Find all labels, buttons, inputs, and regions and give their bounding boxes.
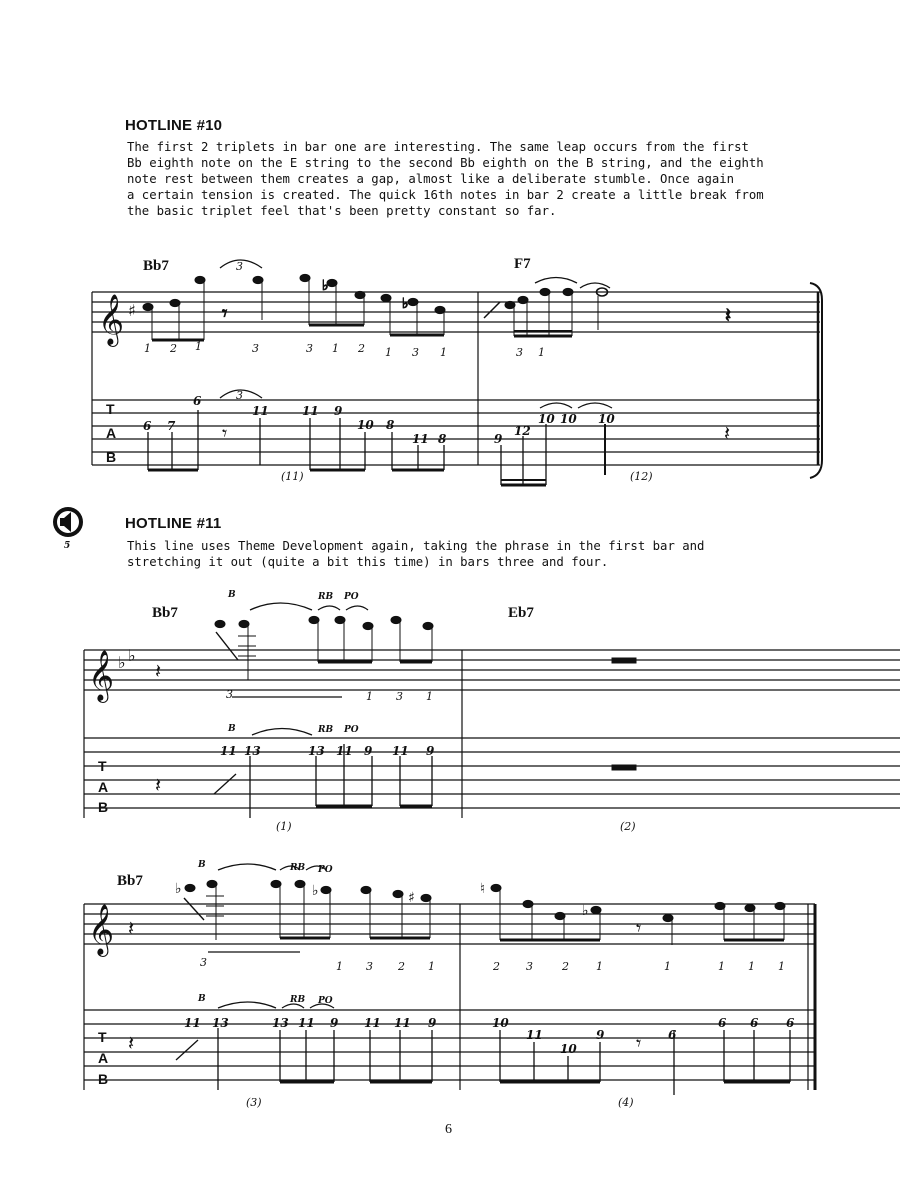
tab-number: 13 — [212, 1016, 229, 1030]
svg-text:𝄾: 𝄾 — [222, 421, 228, 445]
hotline-10-paragraph: The first 2 triplets in bar one are interesting. The same leap occurs from the first Bb eighth note on the E string to the second Bb eighth on the B string, and the eighth note rest between them creates a gap, almost like a deliberate stumble. Once again a certain tension is created. The quick 16th notes in bar 2 create a little break from the basic triplet feel that's been pretty constant so far. — [127, 140, 764, 218]
tab-number: 10 — [560, 1042, 577, 1056]
tab-number: 9 — [334, 404, 343, 418]
svg-text:3: 3 — [236, 389, 243, 402]
bar-number: (11) — [281, 470, 304, 483]
bend-label: PO — [318, 996, 333, 1006]
fingering: 1 — [428, 960, 435, 973]
fingering: 3 — [306, 342, 313, 355]
hotline-10-title: HOTLINE #10 — [125, 117, 223, 134]
svg-text:B: B — [98, 1071, 109, 1087]
bend-label: RB — [290, 995, 306, 1005]
tab-number: 11 — [392, 744, 409, 758]
svg-text:A: A — [98, 779, 109, 795]
svg-text:𝄾: 𝄾 — [222, 301, 228, 325]
fingering: 1 — [538, 346, 545, 359]
svg-text:𝄞: 𝄞 — [88, 650, 115, 701]
bend-label: B — [198, 860, 206, 870]
bend-label: RB — [318, 592, 334, 602]
fingering: 1 — [426, 690, 433, 703]
tab-number: 12 — [514, 424, 531, 438]
tab-number: 13 — [244, 744, 261, 758]
bend-label: PO — [344, 725, 359, 735]
svg-text:♭: ♭ — [322, 278, 329, 294]
bend-label: B — [228, 724, 236, 734]
tab-number: 11 — [220, 744, 237, 758]
svg-text:𝄽: 𝄽 — [128, 1031, 135, 1055]
tab-number: 6 — [143, 419, 152, 433]
track-number: 5 — [64, 541, 71, 551]
svg-text:3: 3 — [236, 260, 243, 273]
fingering: 1 — [366, 690, 373, 703]
svg-text:𝄞: 𝄞 — [88, 904, 115, 955]
tab-number: 6 — [668, 1028, 677, 1042]
svg-text:𝄽: 𝄽 — [155, 773, 162, 797]
hotline-11-title: HOTLINE #11 — [125, 515, 222, 532]
tab-number: 9 — [330, 1016, 339, 1030]
fingering: 1 — [748, 960, 755, 973]
tab-number: 13 — [308, 744, 325, 758]
svg-text:♮: ♮ — [480, 881, 486, 897]
speaker-icon — [53, 507, 83, 537]
tab-number: 11 — [184, 1016, 201, 1030]
tab-number: 6 — [718, 1016, 727, 1030]
chord-label: Eb7 — [508, 605, 534, 621]
page-number: 6 — [445, 1122, 452, 1137]
tab-number: 11 — [526, 1028, 543, 1042]
bend-label: B — [228, 590, 236, 600]
tab-number: 9 — [596, 1028, 605, 1042]
svg-text:T: T — [98, 758, 107, 774]
svg-text:♭: ♭ — [312, 883, 319, 899]
tab-number: 10 — [357, 418, 374, 432]
fingering: 1 — [778, 960, 785, 973]
fingering: 3 — [412, 346, 419, 359]
tab-number: 13 — [272, 1016, 289, 1030]
svg-text:𝄾: 𝄾 — [636, 916, 642, 940]
fingering: 3 — [516, 346, 523, 359]
fingering: 3 — [526, 960, 533, 973]
svg-text:𝄽: 𝄽 — [155, 659, 162, 683]
bend-label: PO — [318, 865, 333, 875]
tab-number: 8 — [386, 418, 395, 432]
bend-label: RB — [318, 725, 334, 735]
treble-clef-icon: 𝄞 — [98, 294, 125, 345]
tab-number: 6 — [750, 1016, 759, 1030]
tab-number: 11 — [412, 432, 429, 446]
tab-number: 9 — [494, 432, 503, 446]
bend-label: RB — [290, 863, 306, 873]
tab-number: 11 — [298, 1016, 315, 1030]
svg-text:B: B — [98, 799, 109, 815]
fingering: 1 — [596, 960, 603, 973]
fingering: 3 — [226, 688, 233, 701]
tab-number: 11 — [302, 404, 319, 418]
svg-text:♭: ♭ — [582, 903, 589, 919]
svg-text:T: T — [98, 1029, 107, 1045]
bar-number: (1) — [276, 820, 292, 833]
tab-number: 11 — [336, 744, 353, 758]
fingering: 2 — [562, 960, 569, 973]
svg-text:𝄾: 𝄾 — [636, 1031, 642, 1055]
fingering: 2 — [358, 342, 365, 355]
tab-number: 11 — [394, 1016, 411, 1030]
svg-text:A: A — [98, 1050, 109, 1066]
fingering: 2 — [170, 342, 177, 355]
svg-text:♭: ♭ — [402, 296, 409, 312]
chord-label: Bb7 — [152, 605, 178, 621]
tab-number: 9 — [426, 744, 435, 758]
svg-text:♭: ♭ — [118, 653, 126, 672]
tab-number: 9 — [364, 744, 373, 758]
fingering: 1 — [664, 960, 671, 973]
chord-label: Bb7 — [117, 873, 143, 889]
chord-label: Bb7 — [143, 258, 169, 274]
fingering: 3 — [396, 690, 403, 703]
svg-text:A: A — [106, 425, 117, 441]
fingering: 1 — [195, 340, 202, 353]
tab-number: 11 — [364, 1016, 381, 1030]
fingering: 1 — [336, 960, 343, 973]
tab-number: 10 — [492, 1016, 509, 1030]
fingering: 1 — [718, 960, 725, 973]
tab-number: 6 — [193, 394, 202, 408]
svg-text:♭: ♭ — [128, 646, 136, 665]
fingering: 2 — [493, 960, 500, 973]
bend-label: B — [198, 994, 206, 1004]
tab-number: 11 — [252, 404, 269, 418]
svg-text:𝄽: 𝄽 — [725, 303, 732, 327]
fingering: 3 — [252, 342, 259, 355]
fingering: 1 — [332, 342, 339, 355]
svg-text:♯: ♯ — [128, 301, 136, 320]
tab-number: 6 — [786, 1016, 795, 1030]
fingering: 2 — [398, 960, 405, 973]
bend-label: PO — [344, 592, 359, 602]
hotline-11-paragraph: This line uses Theme Development again, taking the phrase in the first bar and stretching it out (quite a bit this time) in bars three and four. — [127, 539, 705, 569]
bar-number: (12) — [630, 470, 653, 483]
tab-number: 8 — [438, 432, 447, 446]
bar-number: (3) — [246, 1096, 262, 1109]
fingering: 3 — [200, 956, 207, 969]
fingering: 1 — [144, 342, 151, 355]
tab-number: 7 — [167, 419, 176, 433]
svg-text:♯: ♯ — [408, 890, 415, 906]
svg-text:B: B — [106, 449, 117, 465]
tab-number: 10 — [598, 412, 615, 426]
svg-text:𝄽: 𝄽 — [128, 916, 135, 940]
bar-number: (4) — [618, 1096, 634, 1109]
svg-text:𝄽: 𝄽 — [724, 421, 731, 445]
chord-label: F7 — [514, 256, 531, 272]
bar-number: (2) — [620, 820, 636, 833]
fingering: 1 — [385, 346, 392, 359]
tab-number: 10 — [538, 412, 555, 426]
fingering: 3 — [366, 960, 373, 973]
svg-text:♭: ♭ — [175, 881, 182, 897]
fingering: 1 — [440, 346, 447, 359]
svg-text:T: T — [106, 401, 115, 417]
tab-number: 9 — [428, 1016, 437, 1030]
tab-number: 10 — [560, 412, 577, 426]
